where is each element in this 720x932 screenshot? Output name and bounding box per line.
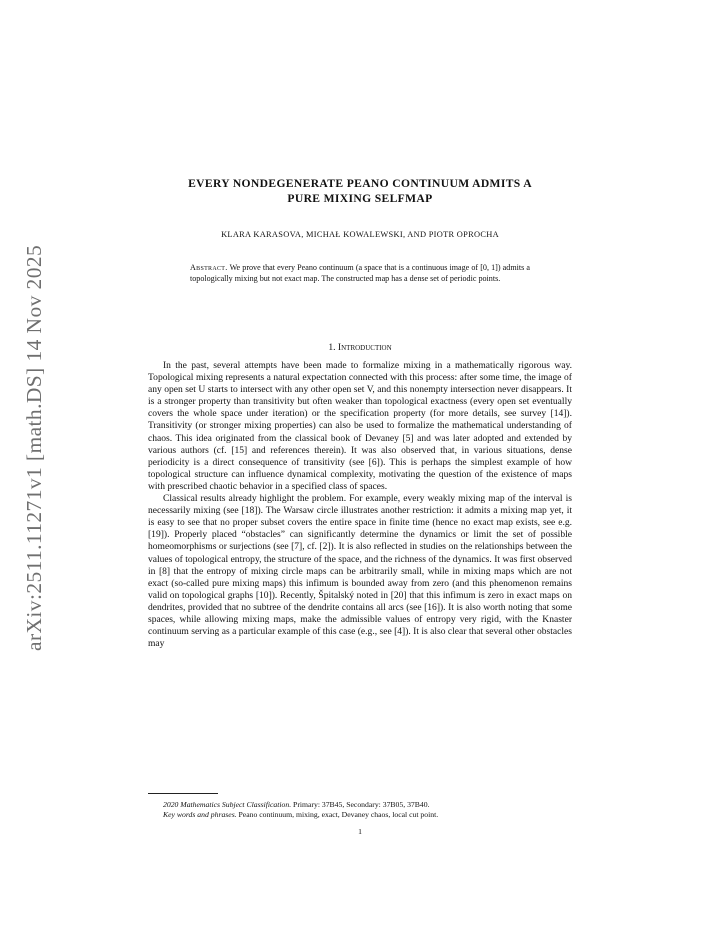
section-title: Introduction (337, 342, 392, 353)
msc-footnote (163, 800, 572, 810)
abstract (190, 263, 530, 285)
footnotes (163, 800, 572, 821)
title-line-1: EVERY NONDEGENERATE PEANO CONTINUUM ADMITS A (188, 177, 532, 190)
msc-text: Primary: 37B45, Secondary: 37B05, 37B40. (293, 800, 430, 809)
footnote-rule (148, 793, 218, 794)
body-paragraph: Classical results already highlight the problem. For example, every weakly mixing map of the interval is necessarily mixing (see [18]). The Warsaw circle illustrates another restriction: it admits a mixing map yet, it is easy to see that no proper subset covers the entire space in finite time (hence no exact map exists, see e.g. [19]). Properly placed “obstacles” can significantly determine the dynamics or limit the set of possible homeomorphisms or surjections (see [7], cf. [2]). It is also reflected in studies on the relationships between the values of topological entropy, the structure of the space, and the richness of the dynamics. It was first observed in [8] that the entropy of mixing circle maps can be arbitrarily small, while in mixing maps which are not exact (so-called pure mixing maps) this infimum is bounded away from zero (and this phenomenon remains valid on topological graphs [10]). Recently, Špitalský noted in [20] that this infimum is zero in exact maps on dendrites, provided that no subtree of the dendrite contains all arcs (see [16]). It is also worth noting that some spaces, while allowing mixing maps, make the admissible values of entropy very rigid, with the Knaster continuum serving as a particular example of this case (e.g., see [4]). It is also clear that several other obstacles may (148, 493, 572, 650)
keywords-text: Peano continuum, mixing, exact, Devaney chaos, local cut point. (238, 810, 439, 820)
author-list: KLARA KARASOVA, MICHAŁ KOWALEWSKI, AND PIOTR OPROCHA (221, 230, 499, 239)
msc-label: 2020 Mathematics Subject Classification. (163, 800, 292, 809)
body-paragraph: In the past, several attempts have been made to formalize mixing in a mathematically rigorous way. Topological mixing represents a natural expectation connected with this process: after some time, the image of any open set U starts to intersect with any other open set V, and this nonempty intersection never disappears. It is a stronger property than transitivity but often weaker than topological exactness (every open set eventually covers the whole space under iteration) or the specification property (for more details, see survey [14]). Transitivity (or stronger mixing properties) can also be used to formalize the mathematical understanding of chaos. This idea originated from the classical book of Devaney [5] and was later adopted and extended by various authors (cf. [15] and references therein). It was also observed that, in various situations, dense periodicity is a direct consequence of transitivity (see [6]). This is perhaps the simplest example of how topological structure can influence dynamical complexity, motivating the question of the existence of maps with prescribed chaotic behavior in a specified class of spaces. (148, 360, 572, 492)
section-number: 1. (328, 342, 336, 353)
title-line-2: PURE MIXING SELFMAP (287, 192, 433, 205)
abstract-label: Abstract. (190, 263, 228, 272)
page-number: 1 (358, 827, 362, 836)
arxiv-identifier-stamp: arXiv:2511.11271v1 [math.DS] 14 Nov 2025 (22, 244, 46, 652)
keywords-label: Key words and phrases. (163, 810, 237, 820)
abstract-text: We prove that every Peano continuum (a space that is a continuous image of [0, 1]) admits a topologically mixing but not exact map. The constructed map has a dense set of periodic points. (190, 263, 530, 283)
body-text (148, 360, 572, 650)
keywords-footnote (163, 810, 572, 820)
paper-title (148, 176, 572, 206)
section-heading (148, 342, 572, 353)
